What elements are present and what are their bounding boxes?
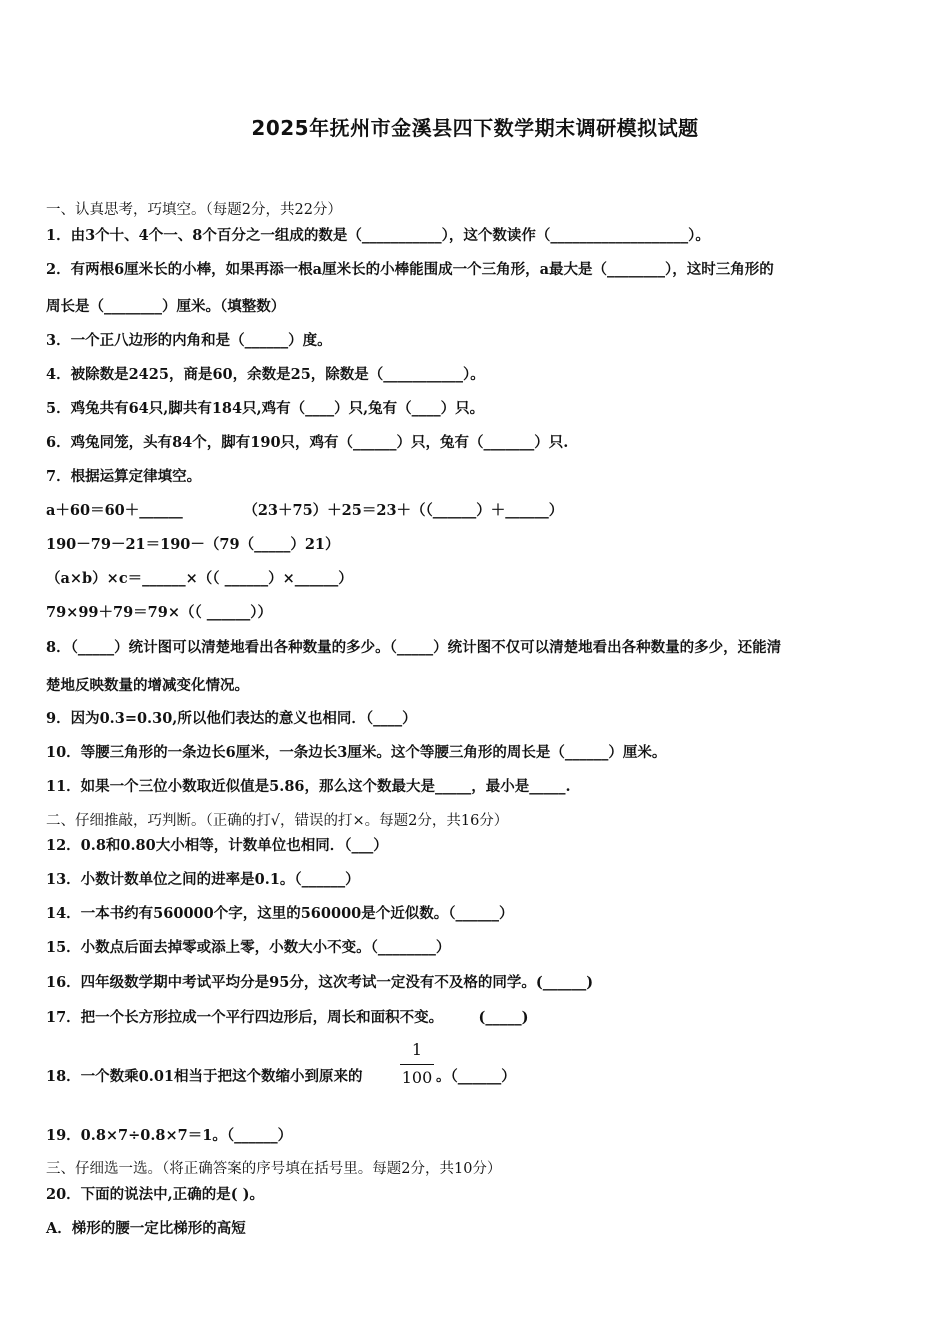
- question-2: 2．有两根6厘米长的小棒，如果再添一根a厘米长的小棒能围成一个三角形，a最大是（________），这时三角形的: [46, 261, 774, 278]
- question-15: 15．小数点后面去掉零或添上零，小数大小不变。（________）: [46, 939, 451, 956]
- question-8-cont: 楚地反映数量的增减变化情况。: [46, 677, 249, 694]
- fraction-denominator: 100: [401, 1068, 433, 1087]
- question-20: 20．下面的说法中,正确的是( )。: [46, 1186, 264, 1203]
- question-20-option-a: A．梯形的腰一定比梯形的高短: [46, 1220, 246, 1237]
- section-heading-1: 一、认真思考，巧填空。（每题2分，共22分）: [46, 202, 342, 218]
- question-9: 9．因为0.3=0.30,所以他们表达的意义也相同．（____）: [46, 710, 417, 727]
- question-7-row-1: a＋60＝60＋______ （23＋75）＋25＝23＋（（______）＋______）: [46, 502, 564, 519]
- question-17: 17．把一个长方形拉成一个平行四边形后，周长和面积不变。 (_____): [46, 1009, 529, 1026]
- question-7-row-4: 79×99＋79＝79×（（ ______））: [46, 604, 273, 621]
- question-12: 12．0.8和0.80大小相等，计数单位也相同．（___）: [46, 837, 388, 854]
- question-4: 4．被除数是2425，商是60，余数是25，除数是（___________）。: [46, 366, 485, 383]
- question-1: 1．由3个十、4个一、8个百分之一组成的数是（___________），这个数读作（___________________）。: [46, 227, 710, 244]
- question-6: 6．鸡兔同笼，头有84个，脚有190只，鸡有（______）只，兔有（_______）只.: [46, 434, 569, 451]
- page-title: 2025年抚州市金溪县四下数学期末调研模拟试题: [251, 116, 699, 140]
- question-18: 18．一个数乘0.01相当于把这个数缩小到原来的: [46, 1068, 363, 1085]
- question-2-cont: 周长是（________）厘米。（填整数）: [46, 298, 286, 315]
- fraction-numerator: 1: [411, 1040, 423, 1059]
- question-7-row-3: （a×b）×c＝______×（（ ______）×______）: [46, 570, 353, 587]
- question-18-tail: 。（______）: [436, 1068, 516, 1085]
- question-7: 7．根据运算定律填空。: [46, 468, 202, 485]
- section-heading-2: 二、仔细推敲，巧判断。（正确的打√，错误的打×。每题2分，共16分）: [46, 813, 509, 829]
- question-14: 14．一本书约有560000个字，这里的560000是个近似数。（______）: [46, 905, 514, 922]
- question-8: 8．（_____）统计图可以清楚地看出各种数量的多少。（_____）统计图不仅可以清楚地看出各种数量的多少，还能清: [46, 639, 782, 656]
- question-10: 10．等腰三角形的一条边长6厘米，一条边长3厘米。这个等腰三角形的周长是（______）厘米。: [46, 744, 667, 761]
- question-19: 19．0.8×7÷0.8×7＝1。（______）: [46, 1127, 293, 1144]
- question-3: 3．一个正八边形的内角和是（______）度。: [46, 332, 332, 349]
- section-heading-3: 三、仔细选一选。（将正确答案的序号填在括号里。每题2分，共10分）: [46, 1161, 502, 1177]
- question-16: 16．四年级数学期中考试平均分是95分，这次考试一定没有不及格的同学。(______): [46, 974, 594, 991]
- question-11: 11．如果一个三位小数取近似值是5.86，那么这个数最大是_____，最小是_____.: [46, 778, 571, 795]
- question-13: 13．小数计数单位之间的进率是0.1。（______）: [46, 871, 360, 888]
- question-5: 5．鸡兔共有64只,脚共有184只,鸡有（____）只,兔有（____）只。: [46, 400, 485, 417]
- question-7-row-2: 190－79－21＝190－（79（_____）21）: [46, 536, 340, 553]
- fraction-one-hundredth: [400, 1040, 434, 1087]
- fraction-bar: [400, 1064, 434, 1065]
